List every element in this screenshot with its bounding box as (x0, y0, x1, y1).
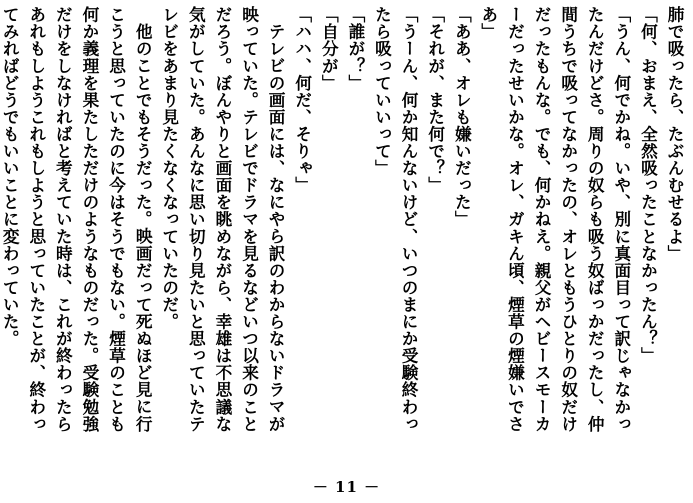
text-line: 「うん、何でかね。いや、別に真面目って訳じゃなかっ (611, 6, 631, 433)
text-line: あ」 (478, 6, 498, 41)
text-line: だけをしなければと考えていた時は、これが終わったら (53, 6, 73, 433)
text-line: 「自分が」 (319, 6, 339, 92)
text-line: あれもしようこれもしようと思っていたことが、終わっ (26, 6, 46, 433)
text-line: 肺で吸ったら、たぶんむせるよ」 (665, 6, 684, 262)
text-line: 「何、おまえ、全然吸ったことなかったん？」 (638, 6, 658, 365)
text-line: 「ハハ、何だ、そりゃ」 (292, 6, 312, 194)
text-line: たんだけどさ。周りの奴らも吸う奴ばっかだったし、仲 (585, 6, 605, 433)
text-line: 「誰が？」 (345, 6, 365, 92)
page-number: － 11 － (312, 478, 381, 496)
text-line: だったもんな。でも、何かねえ。親父がヘビースモーカ (532, 6, 552, 433)
text-line: テレビの画面には、なにやら訳のわからないドラマが (266, 22, 286, 432)
text-line: だろう。ぼんやりと画面を眺めながら、幸雄は不思議な (212, 6, 232, 433)
text-line: 他のことでもそうだった。映画だって死ぬほど見に行 (133, 22, 153, 432)
text-line: こうと思っていたのに今はそうでもない。煙草のことも (106, 6, 126, 433)
text-line: たら吸っていいって」 (372, 6, 392, 177)
text-line: てみればどうでもいいことに変わっていた。 (0, 6, 20, 347)
text-line: 何か義理を果たしただけのようなものだった。受験勉強 (79, 6, 99, 433)
text-line: ーだったせいかな。オレ、ガキん頃、煙草の煙嫌いでさ (505, 6, 525, 433)
text-line: 気がしていた。あんなに思い切り見たいと思っていたテ (186, 6, 206, 433)
text-line: 映っていた。テレビでドラマを見るなどいつ以来のこと (239, 6, 259, 433)
text-line: レビをあまり見たくなくなっていたのだ。 (159, 6, 179, 330)
text-line: 「それが、また何で？」 (425, 6, 445, 194)
text-line: 「うーん、何か知んないけど、いつのまにか受験終わっ (399, 6, 419, 433)
text-line: 間うちで吸ってなかったの、オレともうひとりの奴だけ (558, 6, 578, 433)
vertical-text-body (0, 6, 687, 458)
text-line: 「ああ、オレも嫌いだった」 (452, 6, 472, 228)
